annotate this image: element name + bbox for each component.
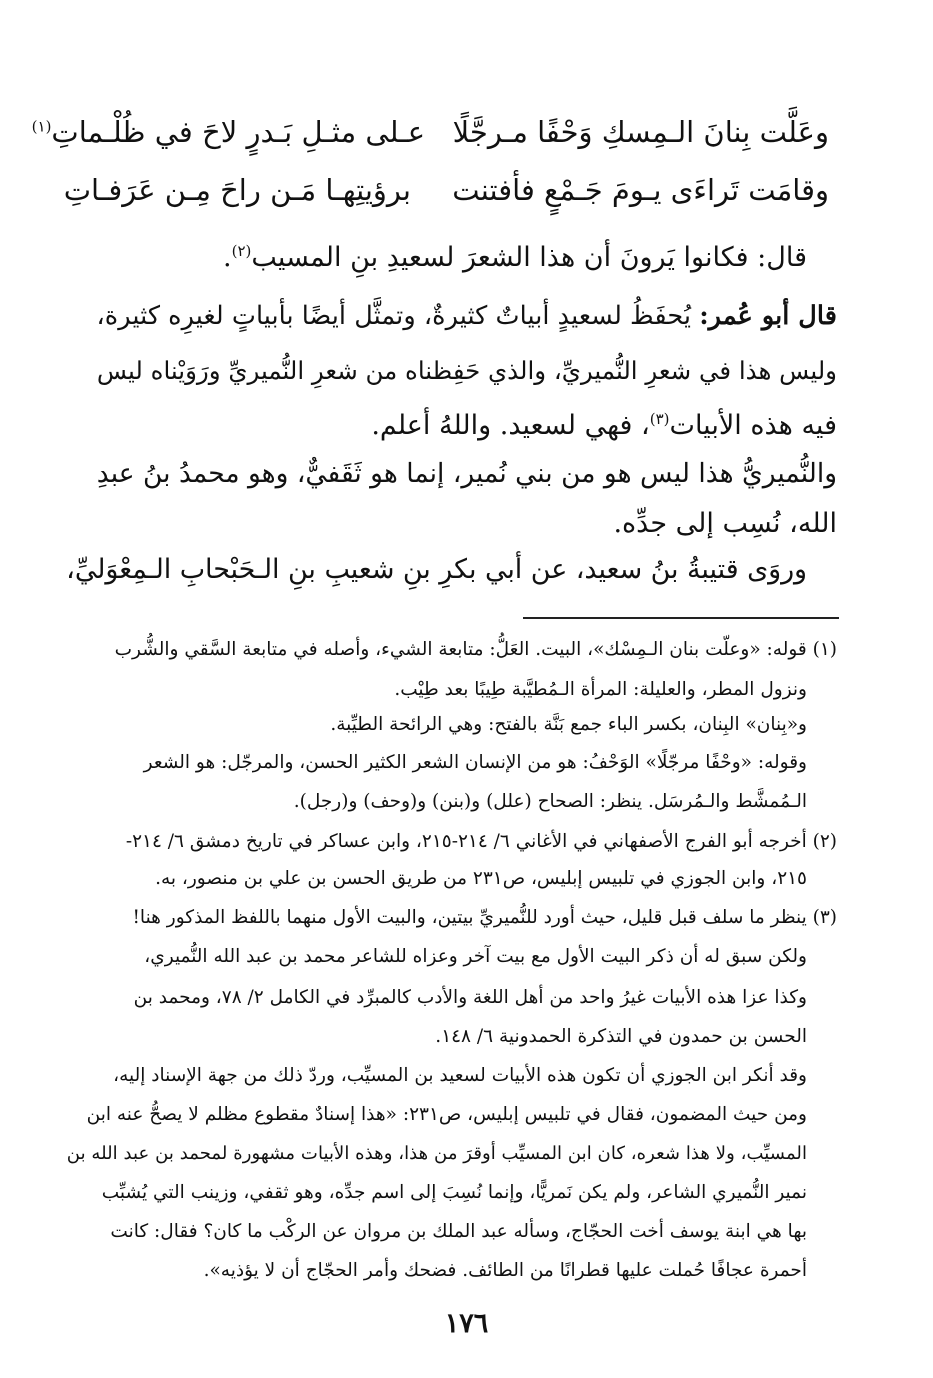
- footnote-line: بها هي ابنة يوسف أخت الحجّاج، وسأله عبد الملك بن مروان عن الركْب ما كان؟ فقال: كانت: [110, 1221, 807, 1242]
- footnote-separator: [523, 617, 839, 619]
- footnote-line: (١) قوله: «وعلّت بنان الـمِسْك»، البيت. العَلُّ: متابعة الشيء، وأصله في متابعة السَّقي والشُّرب: [114, 639, 837, 660]
- footnote-line: الحسن بن حمدون في التذكرة الحمدونية ٦/ ١٤٨.: [435, 1026, 807, 1047]
- footnote-line: وقد أنكر ابن الجوزي أن تكون هذه الأبيات لسعيد بن المسيِّب، وردّ ذلك من جهة الإسناد إليه،: [113, 1065, 807, 1086]
- paragraph-3-line-1: والنُّميريُّ هذا ليس هو من بني نُمير، إنما هو ثَقَفيٌّ، وهو محمدُ بنُ عبدِ: [96, 458, 837, 489]
- footnote-ref-2: (٢): [231, 242, 252, 260]
- footnote-line: ولكن سبق له أن ذكر البيت الأول مع بيت آخر وعزاه للشاعر محمد بن عبد الله النُّميري،: [144, 946, 807, 967]
- paragraph-4-line-1: وروَى قتيبةُ بنُ سعيد، عن أبي بكرِ بنِ شعيبِ بنِ الـحَبْحابِ الـمِعْوَليِّ،: [66, 554, 807, 585]
- footnote-line: نمير النُّميري الشاعر، ولم يكن نَمريًّا، وإنما نُسِبَ إلى اسم جدِّه، وهو ثقفي، وزينب التي يُشبِّب: [101, 1182, 807, 1203]
- footnote-line: المسيِّب، ولا هذا شعره، كان ابن المسيِّب أوقرَ من هذا، وهذه الأبيات مشهورة لمحمد بن عبد الله بن: [66, 1143, 807, 1164]
- footnote-line: ومن حيث المضمون، فقال في تلبيس إبليس، ص٢٣١: «هذا إسنادٌ مقطوع مظلم لا يصحُّ عنه ابن: [86, 1104, 807, 1125]
- paragraph-2-line-1-text: يُحفَظُ لسعيدٍ أبياتٌ كثيرةٌ، وتمثَّل أيضًا بأبياتٍ لغيرِه كثيرة،: [96, 301, 692, 331]
- footnote-ref-1: (١): [31, 117, 52, 136]
- footnote-line: ٢١٥، وابن الجوزي في تلبيس إبليس، ص٢٣١ من طريق الحسن بن علي بن منصور، به.: [155, 868, 807, 889]
- paragraph-2-bold-lead: قال أبو عُمر:: [699, 301, 837, 331]
- poem-line-1-left-text: عـلى مثـلِ بَـدرٍ لاحَ في ظُلْـماتِ: [51, 115, 425, 149]
- footnote-line: و«بِنان» البِنان، بكسر الباء جمع بَنَّة بالفتح: وهي الرائحة الطيِّبة.: [330, 714, 807, 735]
- poem-line-1-right: وعَلَّت بِنانَ الـمِسكِ وَحْفًا مـرجَّلًا: [452, 115, 829, 149]
- paragraph-2-line-3-b: ، فهي لسعيد. واللهُ أعلم.: [371, 410, 650, 441]
- footnote-line: (٣) ينظر ما سلف قبل قليل، حيث أورد للنُّميريِّ بيتين، والبيت الأول منهما باللفظ المذكور هنا!: [132, 907, 837, 928]
- footnote-line: وقوله: «وحْفًا مرجّلًا» الوَحْفُ: هو من الإنسان الشعر الكثير الحسن، والمرجّل: هو الشعر: [143, 752, 807, 773]
- page-number: ١٧٦: [444, 1308, 489, 1339]
- paragraph-1-end: .: [223, 242, 232, 273]
- footnote-line: (٢) أخرجه أبو الفرج الأصفهاني في الأغاني ٦/ ٢١٤-٢١٥، وابن عساكر في تاريخ دمشق ٦/ ٢١٤-: [125, 831, 837, 852]
- footnote-line: وكذا عزا هذه الأبيات غيرُ واحد من أهل اللغة والأدب كالمبرِّد في الكامل ٢/ ٧٨، ومحمد بن: [133, 987, 807, 1008]
- paragraph-1-text: قال: فكانوا يَرونَ أن هذا الشعرَ لسعيدِ بنِ المسيب: [251, 242, 807, 273]
- paragraph-1: [223, 236, 807, 280]
- paragraph-2-line-3: [371, 404, 837, 448]
- poem-line-2-left: برؤيتِهـا مَـن راحَ مِـن عَرَفـاتِ: [63, 173, 411, 207]
- paragraph-2-line-2: وليس هذا في شعرِ النُّميريِّ، والذي حَفِظناه من شعرِ النُّميريِّ ورَوَيْناه ليس: [96, 356, 837, 385]
- poem-line-1-left: [32, 112, 425, 152]
- paragraph-2-line-3-a: فيه هذه الأبيات: [669, 410, 837, 441]
- footnote-line: الـمُمشَّط والـمُرسَل. ينظر: الصحاح (علل) و(بنن) و(وحف) و(رجل).: [293, 791, 807, 812]
- footnote-line: أحمرة عجافًا حُملت عليها قطرانًا من الطائف. فضحك وأمر الحجّاج أن لا يؤذيه».: [203, 1260, 807, 1281]
- footnote-line: ونزول المطر، والعليلة: المرأة الـمُطيَّبة طِيبًا بعد طِيْب.: [394, 679, 807, 700]
- paragraph-3-line-2: الله، نُسِب إلى جدِّه.: [613, 508, 837, 539]
- footnote-ref-3: (٣): [649, 410, 670, 428]
- poem-line-2-right: وقامَت تَراءَى يـومَ جَـمْعٍ فأفتنت: [452, 173, 829, 207]
- paragraph-2-line-1: [96, 294, 837, 338]
